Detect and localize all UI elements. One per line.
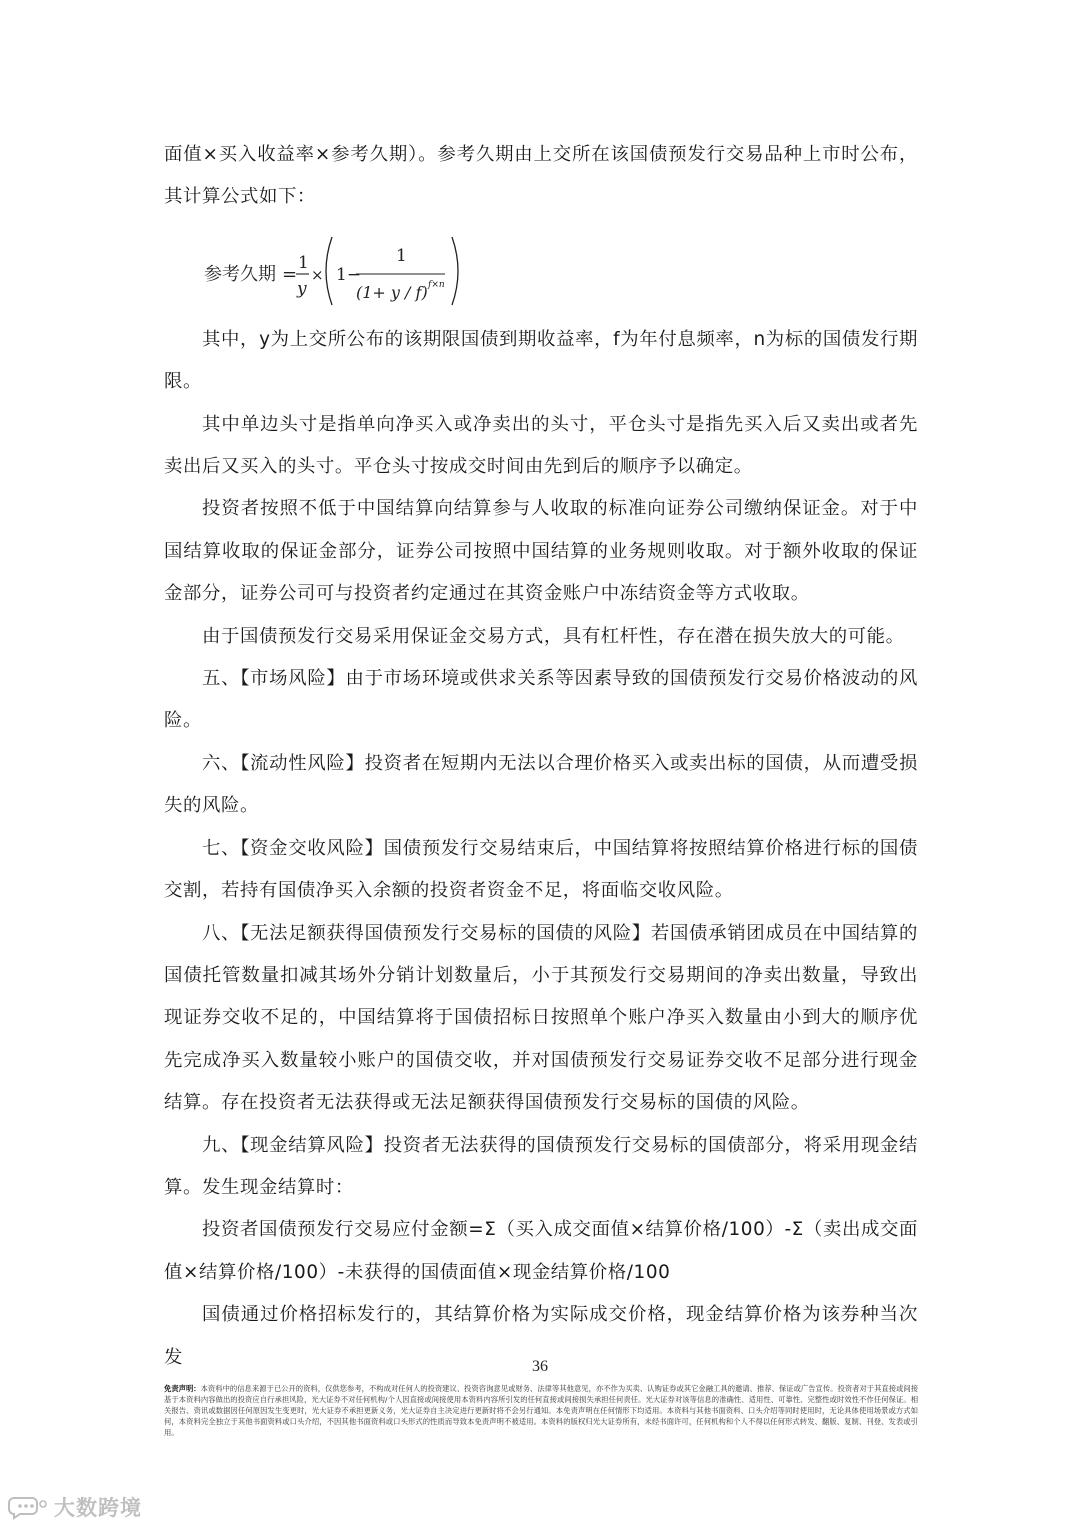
right-paren [452,237,458,305]
paragraph: 面值×买入收益率×参考久期）。参考久期由上交所在该国债预发行交易品种上市时公布，其计算公式如下： [164,144,918,208]
section-delivery-risk: 八、【无法足额获得国债预发行交易标的国债的风险】若国债承销团成员在中国结算的国债托管数量扣减其场外分销计划数量后，小于其预发行交易期间的净卖出数量，导致出现证券交收不足的，中国结算将于国债招标日按照单个账户净买入数量由小到大的顺序优先完成净买入数量较小账户的国债交收，并对国债预发行交易证券交收不足部分进行现金结算。存在投资者无法获得或无法足额获得国债预发行交易标的国债的风险。 [164,922,918,1114]
paragraph: 国债通过价格招标发行的，其结算价格为实际成交价格，现金结算价格为该券种当次发 [164,1304,918,1368]
chat-bubble-icon [8,1494,48,1520]
formula-denominator-y: y [297,278,307,299]
formula-exponent: f×n [428,279,445,290]
disclaimer-text: 本资料中的信息来源于已公开的资料，仅供您参考，不构成对任何人的投资建议、投资咨询意见或财务、法律等其他意见，亦不作为买卖、认购证券或其它金融工具的邀请、推荐、保证或广告宣传。投资者对于其直接或间接基于本资料内容做出的投资应自行承担风险，光大证券不对任何机构/个人因直接或间接使用本资料内容所引发的任何直接或间接损失承担任何责任。光大证券对该等信息的准确性、适用性、可靠性、完整性或时效性不作任何保证。相关报告、资讯或数据因任何原因发生变更时，光大证券不承担更新义务，光大证券自主决定进行更新时将不会另行通知。本免责声明在任何情形下均适用。本资料与其他书面资料、口头介绍等同时使用时，无论具体使用场景或方式如何，本资料完全独立于其他书面资料或口头介绍，不因其他书面资料或口头形式的性质而导致本免责声明不被适用。本资料的版权归光大证券所有，未经书面许可，任何机构和个人不得以任何形式转发、翻版、复制、刊登、发表或引用。 [164,1384,918,1437]
formula-inner-numerator: 1 [396,245,407,266]
section-market-risk: 五、【市场风险】由于市场环境或供求关系等因素导致的国债预发行交易价格波动的风险。 [164,668,918,732]
paragraph: 其中，y为上交所公布的该期限国债到期收益率，f为年付息频率，n为标的国债发行期限。 [164,328,918,393]
formula-inner-denominator: (1+ y / f) [356,282,428,302]
watermark-text: 大数跨境 [54,1496,142,1520]
disclaimer [164,1383,918,1438]
duration-formula [200,223,520,319]
page-number: 36 [532,1358,548,1375]
paragraph: 由于国债预发行交易采用保证金交易方式，具有杠杆性，存在潜在损失放大的可能。 [202,625,905,647]
formula-one-minus: 1− [336,264,362,285]
formula-numerator-1: 1 [298,252,309,273]
disclaimer-label: 免责声明： [164,1384,201,1393]
formula-equals: = [282,263,298,285]
section-liquidity-risk: 六、【流动性风险】投资者在短期内无法以合理价格买入或卖出标的国债，从而遭受损失的风险。 [164,752,918,817]
body-content [164,134,918,1379]
left-paren [326,237,332,305]
formula-times: × [311,265,324,284]
formula [164,219,918,319]
section-cash-settlement-risk: 九、【现金结算风险】投资者无法获得的国债预发行交易标的国债部分，将采用现金结算。发生现金结算时： [164,1134,918,1198]
formula-lhs: 参考久期 [204,263,276,285]
paragraph: 投资者按照不低于中国结算向结算参与人收取的标准向证券公司缴纳保证金。对于中国结算收取的保证金部分，证券公司按照中国结算的业务规则收取。对于额外收取的保证金部分，证券公司可与投资者约定通过在其资金账户中冻结资金等方式收取。 [164,498,918,605]
watermark [8,1490,142,1524]
section-settlement-risk: 七、【资金交收风险】国债预发行交易结束后，中国结算将按照结算价格进行标的国债交割，若持有国债净买入余额的投资者资金不足，将面临交收风险。 [164,837,918,902]
paragraph: 其中单边头寸是指单向净买入或净卖出的头寸，平仓头寸是指先买入后又卖出或者先卖出后又买入的头寸。平仓头寸按成交时间由先到后的顺序予以确定。 [164,413,918,478]
paragraph-payment-formula: 投资者国债预发行交易应付金额=Σ（买入成交面值×结算价格/100）-Σ（卖出成交面值×结算价格/100）-未获得的国债面值×现金结算价格/100 [164,1219,918,1283]
